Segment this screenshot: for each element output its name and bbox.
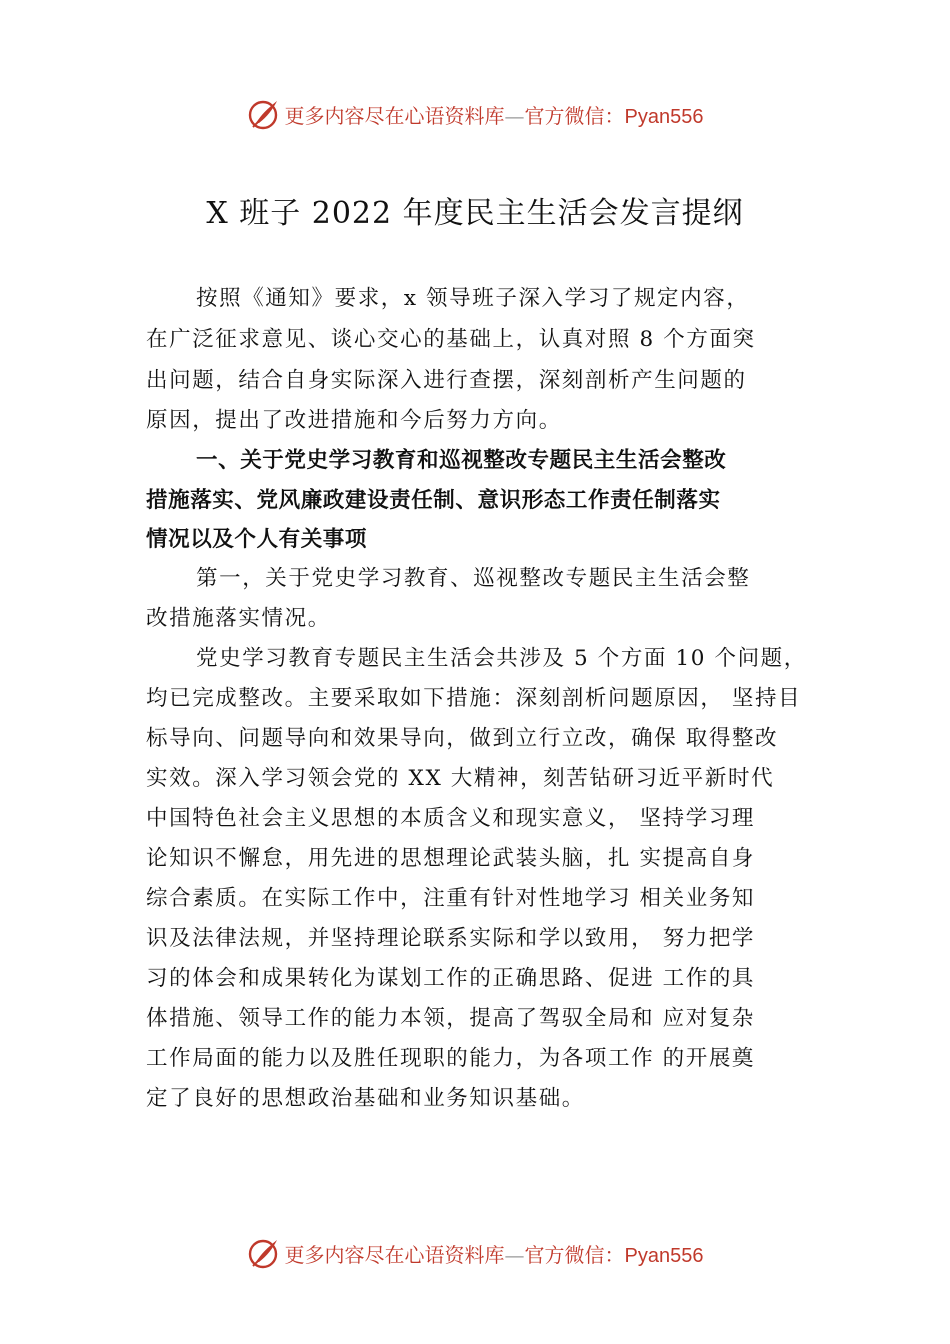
body-line: 党史学习教育专题民主生活会共涉及 5 个方面 10 个问题， [196, 646, 807, 671]
watermark-wechat-id: Pyan556 [624, 1244, 704, 1267]
section-heading-line: 措施落实、党风廉政建设责任制、意识形态工作责任制落实 [146, 488, 721, 513]
body-line: 原因，提出了改进措施和今后努力方向。 [146, 408, 562, 433]
body-line: 按照《通知》要求，x 领导班子深入学习了规定内容， [196, 286, 750, 311]
body-line: 定了良好的思想政治基础和业务知识基础。 [146, 1086, 585, 1111]
watermark-wechat-id: Pyan556 [624, 105, 704, 128]
footer-watermark [0, 1233, 950, 1273]
body-line: 均已完成整改。主要采取如下措施：深刻剖析问题原因， 坚持目 [146, 686, 802, 711]
document-title: X 班子 2022 年度民主生活会发言提纲 [206, 196, 744, 231]
watermark-text [285, 100, 704, 129]
watermark-separator: — [504, 1242, 525, 1267]
watermark-wechat-label: 官方微信： [524, 103, 625, 128]
body-line: 中国特色社会主义思想的本质含义和现实意义， 坚持学习理 [146, 806, 756, 831]
watermark-text [285, 1239, 704, 1268]
subheading-line: 改措施落实情况。 [146, 606, 331, 631]
body-line: 实效。深入学习领会党的 XX 大精神，刻苦钻研习近平新时代 [146, 766, 775, 791]
body-line: 在广泛征求意见、谈心交心的基础上，认真对照 8 个方面突 [146, 327, 756, 352]
section-heading-line: 情况以及个人有关事项 [146, 527, 368, 552]
quill-logo-icon [247, 1236, 281, 1270]
watermark-main: 更多内容尽在心语资料库 [284, 1242, 505, 1267]
section-heading-line: 一、关于党史学习教育和巡视整改专题民主生活会整改 [196, 448, 727, 473]
body-line: 识及法律法规，并坚持理论联系实际和学以致用， 努力把学 [146, 926, 756, 951]
quill-logo-icon [247, 97, 281, 131]
watermark-wechat-label: 官方微信： [524, 1242, 625, 1267]
body-line: 论知识不懈怠，用先进的思想理论武装头脑，扎 实提高自身 [146, 846, 756, 871]
body-line: 习的体会和成果转化为谋划工作的正确思路、促进 工作的具 [146, 966, 756, 991]
body-line: 工作局面的能力以及胜任现职的能力，为各项工作 的开展奠 [146, 1046, 756, 1071]
header-watermark [0, 94, 950, 134]
subheading-line: 第一，关于党史学习教育、巡视整改专题民主生活会整 [196, 566, 751, 591]
body-line: 标导向、问题导向和效果导向，做到立行立改，确保 取得整改 [146, 726, 779, 751]
body-line: 体措施、领导工作的能力本领，提高了驾驭全局和 应对复杂 [146, 1006, 756, 1031]
watermark-main: 更多内容尽在心语资料库 [284, 103, 505, 128]
watermark-separator: — [504, 103, 525, 128]
body-line: 出问题，结合自身实际深入进行查摆，深刻剖析产生问题的 [146, 368, 747, 393]
body-line: 综合素质。在实际工作中，注重有针对性地学习 相关业务知 [146, 886, 756, 911]
